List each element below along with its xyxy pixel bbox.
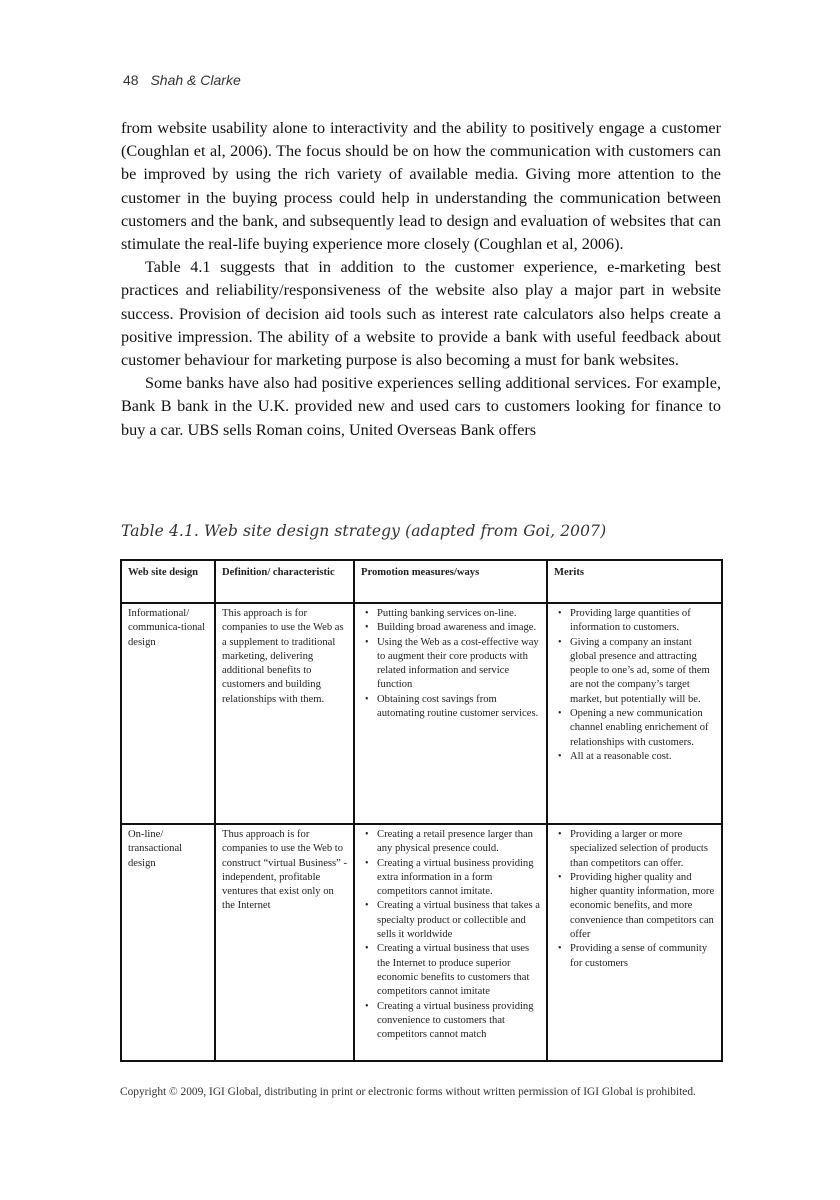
- list-item-text: Creating a retail presence larger than any physical presence could.: [377, 829, 533, 855]
- list-item-text: Giving a company an instant global presence and attracting people to one’s ad, some of them are not the company’s target market, but potentially will be.: [570, 636, 710, 705]
- list-item-text: Putting banking services on-line.: [377, 608, 517, 619]
- bullet-icon: •: [365, 693, 369, 705]
- list-item: [558, 942, 716, 971]
- list-item: [558, 636, 716, 707]
- table-row: [121, 603, 722, 824]
- paragraph: Some banks have also had positive experiences selling additional services. For example, Bank B bank in the U.K. provided new and used cars to customers looking for finance to buy a car. UBS sells Roman coins, United Overseas Bank offers: [121, 374, 721, 439]
- strategy-table: [120, 559, 723, 1062]
- column-header: Definition/ characteristic: [215, 560, 354, 603]
- list-item: [558, 871, 716, 942]
- list-item-text: Building broad awareness and image.: [377, 622, 537, 634]
- promotion-cell: [354, 603, 547, 824]
- promotion-list: [361, 828, 541, 1042]
- list-item-text: Providing higher quality and higher quantity information, more economic benefits, and more convenience than competitors can offer: [570, 871, 715, 941]
- definition-cell: This approach is for companies to use the Web as a supplement to traditional marketing, delivering additional benefits to customers and building relationships with them.: [215, 603, 354, 824]
- bullet-icon: •: [558, 608, 562, 619]
- list-item-text: Providing large quantities of information to customers.: [570, 608, 691, 634]
- list-item: [365, 621, 541, 635]
- list-item-text: Creating a virtual business providing extra information in a form competitors cannot imitate.: [377, 857, 534, 898]
- list-item-text: Obtaining cost savings from automating routine customer services.: [377, 693, 539, 720]
- merits-list: [554, 828, 716, 971]
- list-item-text: Creating a virtual business that uses the Internet to produce superior economic benefits to customers that competitors cannot imitate: [377, 943, 530, 998]
- list-item: [365, 899, 541, 942]
- merits-cell: [547, 824, 722, 1061]
- bullet-icon: •: [558, 829, 562, 840]
- bullet-icon: •: [365, 622, 369, 634]
- bullet-icon: •: [558, 636, 562, 648]
- definition-cell: Thus approach is for companies to use the Web to construct “virtual Business” - independent, profitable ventures that exist only on the Internet: [215, 824, 354, 1061]
- paragraph: Table 4.1 suggests that in addition to the customer experience, e-marketing best practices and reliability/responsiveness of the website also play a major part in website success. Provision of decision aid tools such as interest rate calculators also helps create a positive impression. The ability of a website to provide a bank with useful feedback about customer behaviour for marketing purpose is also becoming a must for bank websites.: [121, 258, 721, 370]
- bullet-icon: •: [365, 1000, 369, 1012]
- list-item-text: Providing a sense of community for customers: [570, 943, 708, 969]
- design-cell: Informational/ communica-tional design: [121, 603, 215, 824]
- list-item-text: Creating a virtual business providing convenience to customers that competitors cannot match: [377, 1000, 534, 1041]
- list-item: [558, 707, 716, 750]
- list-item: [365, 942, 541, 999]
- column-header: Merits: [547, 560, 722, 603]
- paragraph: from website usability alone to interactivity and the ability to positively engage a customer (Coughlan et al, 2006). The focus should be on how the communication with customers can be improved by using the rich variety of available media. Giving more attention to the customer in the buying process could help in understanding the communication between customers and the bank, and subsequently lead to design and evaluation of websites that can stimulate the real-life buying experience more closely (Coughlan et al, 2006).: [121, 119, 721, 254]
- bullet-icon: •: [558, 708, 562, 720]
- column-header: Promotion measures/ways: [354, 560, 547, 603]
- table-header-row: [121, 560, 722, 603]
- copyright-footer: Copyright © 2009, IGI Global, distributing in print or electronic forms without written permission of IGI Global is prohibited.: [120, 1086, 696, 1098]
- column-header: Web site design: [121, 560, 215, 603]
- list-item-text: All at a reasonable cost.: [570, 750, 672, 762]
- running-head-authors: Shah & Clarke: [150, 72, 241, 88]
- table-caption: Table 4.1. Web site design strategy (adapted from Goi, 2007): [121, 522, 607, 540]
- list-item: [558, 750, 716, 764]
- list-item: [558, 828, 716, 871]
- bullet-icon: •: [558, 750, 562, 762]
- list-item-text: Providing a larger or more specialized selection of products than competitors can offer.: [570, 829, 708, 869]
- list-item: [365, 857, 541, 900]
- bullet-icon: •: [365, 636, 369, 648]
- design-cell: On-line/ transactional design: [121, 824, 215, 1061]
- list-item: [558, 607, 716, 636]
- bullet-icon: •: [365, 829, 369, 840]
- body-text: [121, 117, 721, 442]
- table-row: [121, 824, 722, 1061]
- merits-cell: [547, 603, 722, 824]
- running-head: [123, 72, 241, 88]
- page-number: 48: [123, 72, 139, 88]
- list-item-text: Using the Web as a cost-effective way to augment their core products with related information and service function: [377, 636, 539, 691]
- list-item-text: Opening a new communication channel enabling enrichement of relationships with customers.: [570, 708, 709, 748]
- bullet-icon: •: [365, 857, 369, 869]
- bullet-icon: •: [558, 943, 562, 955]
- list-item: [365, 1000, 541, 1043]
- list-item: [365, 636, 541, 693]
- list-item-text: Creating a virtual business that takes a specialty product or collectible and sells it worldwide: [377, 900, 540, 941]
- list-item: [365, 607, 541, 621]
- promotion-list: [361, 607, 541, 721]
- list-item: [365, 693, 541, 722]
- bullet-icon: •: [558, 871, 562, 883]
- list-item: [365, 828, 541, 857]
- promotion-cell: [354, 824, 547, 1061]
- merits-list: [554, 607, 716, 764]
- bullet-icon: •: [365, 900, 369, 912]
- bullet-icon: •: [365, 943, 369, 955]
- bullet-icon: •: [365, 608, 369, 619]
